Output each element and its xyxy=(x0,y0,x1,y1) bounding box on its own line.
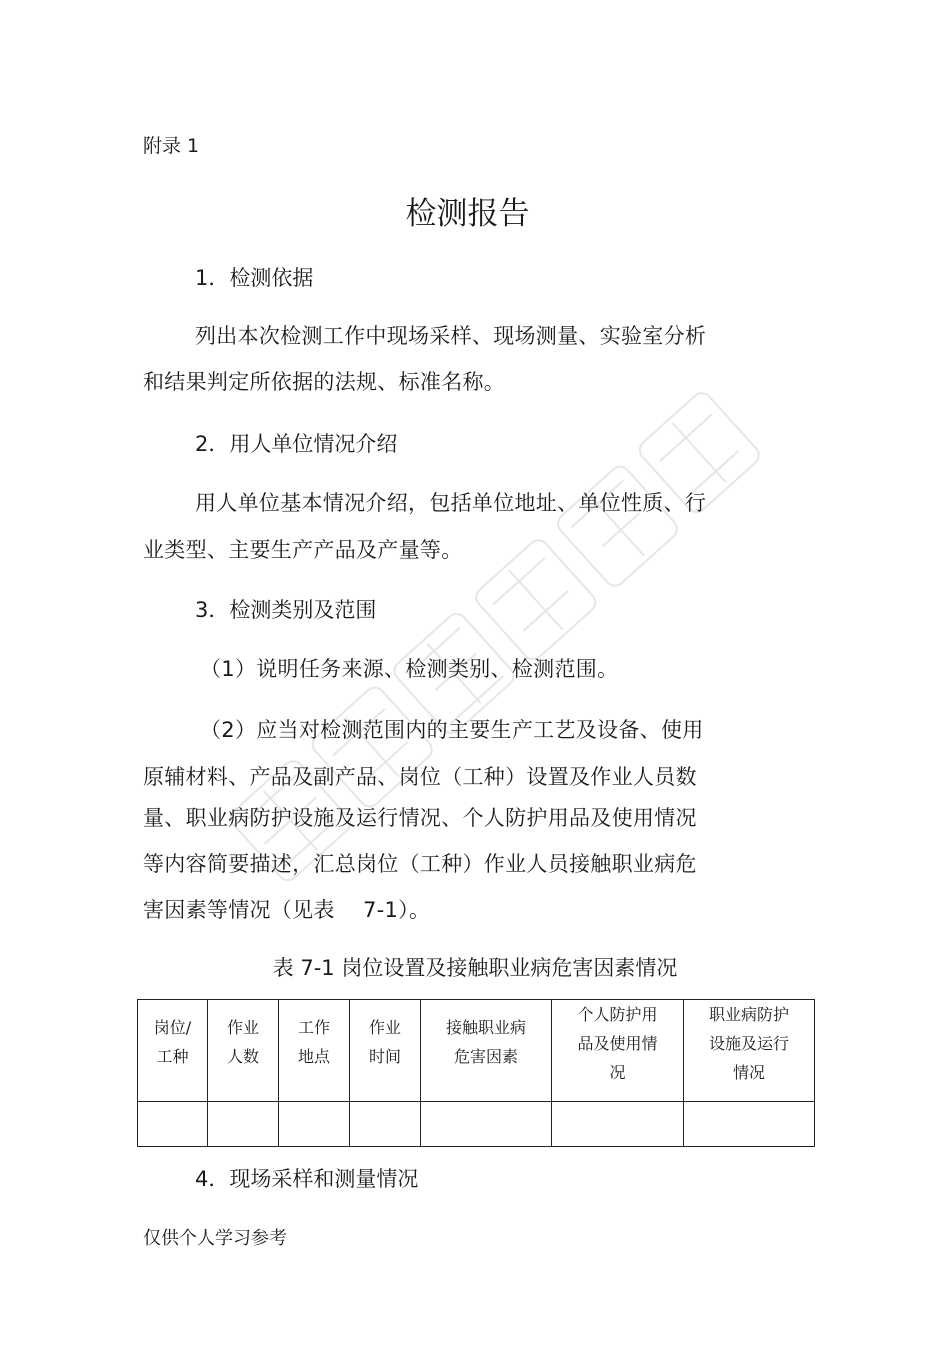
section-3-heading: 3．检测类别及范围 xyxy=(195,598,377,622)
section-2-heading: 2．用人单位情况介绍 xyxy=(195,432,398,456)
header-ppe-line-3: 况 xyxy=(609,1063,626,1082)
section-1-heading: 1．检测依据 xyxy=(195,266,314,290)
header-cell-location xyxy=(279,1000,350,1102)
header-hazard-line-1: 接触职业病 xyxy=(445,1018,526,1037)
header-workers-line-2: 人数 xyxy=(226,1047,259,1066)
header-hazard-line-2: 危害因素 xyxy=(453,1047,518,1066)
header-facilities-line-2: 设施及运行 xyxy=(708,1034,789,1053)
section-3-item-2-line-4: 等内容简要描述，汇总岗位（工种）作业人员接触职业病危 xyxy=(143,852,697,876)
header-post-line-1: 岗位/ xyxy=(153,1018,192,1037)
header-ppe-line-1: 个人防护用 xyxy=(577,1005,658,1024)
document-title: 检测报告 xyxy=(405,196,530,232)
table-header-row xyxy=(138,1000,815,1102)
section-2-text-line-1: 用人单位基本情况介绍，包括单位地址、单位性质、行 xyxy=(195,491,707,515)
header-facilities-line-1: 职业病防护 xyxy=(708,1005,789,1024)
header-cell-work-time xyxy=(350,1000,421,1102)
section-2-text-line-2: 业类型、主要生产产品及产量等。 xyxy=(143,538,463,562)
table-cell xyxy=(421,1102,552,1147)
header-location-line-1: 工作 xyxy=(297,1018,330,1037)
header-facilities-line-3: 情况 xyxy=(732,1063,765,1082)
header-location-line-2: 地点 xyxy=(297,1047,330,1066)
header-work-time-line-1: 作业 xyxy=(368,1018,401,1037)
table-cell xyxy=(138,1102,208,1147)
section-1-text-line-1: 列出本次检测工作中现场采样、现场测量、实验室分析 xyxy=(195,324,707,348)
occupational-hazard-table xyxy=(137,999,815,1147)
header-cell-workers xyxy=(208,1000,279,1102)
section-3-item-2-line-2: 原辅材料、产品及副产品、岗位（工种）设置及作业人员数 xyxy=(143,765,697,789)
table-cell xyxy=(684,1102,815,1147)
header-work-time-line-2: 时间 xyxy=(368,1047,401,1066)
section-3-item-2-line-5: 害因素等情况（见表 7-1）。 xyxy=(143,898,431,922)
section-3-item-1: （1）说明任务来源、检测类别、检测范围。 xyxy=(200,657,619,681)
header-cell-post xyxy=(138,1000,208,1102)
header-ppe-line-2: 品及使用情 xyxy=(577,1034,658,1053)
table-cell xyxy=(279,1102,350,1147)
footer-note: 仅供个人学习参考 xyxy=(143,1228,287,1249)
header-cell-hazard-factors xyxy=(421,1000,552,1102)
section-3-item-2-line-1: （2）应当对检测范围内的主要生产工艺及设备、使用 xyxy=(200,718,704,742)
table-row xyxy=(138,1102,815,1147)
table-cell xyxy=(350,1102,421,1147)
header-workers-line-1: 作业 xyxy=(226,1018,259,1037)
section-3-item-2-line-3: 量、职业病防护设施及运行情况、个人防护用品及使用情况 xyxy=(143,806,697,830)
section-1-text-line-2: 和结果判定所依据的法规、标准名称。 xyxy=(143,370,506,394)
header-cell-protection-facilities xyxy=(684,1000,815,1102)
section-4-heading: 4．现场采样和测量情况 xyxy=(195,1167,419,1191)
appendix-label: 附录 1 xyxy=(143,135,200,157)
header-cell-personal-protection xyxy=(552,1000,684,1102)
table-cell xyxy=(208,1102,279,1147)
table-cell xyxy=(552,1102,684,1147)
header-post-line-2: 工种 xyxy=(156,1047,189,1066)
table-caption: 表 7-1 岗位设置及接触职业病危害因素情况 xyxy=(272,956,678,980)
